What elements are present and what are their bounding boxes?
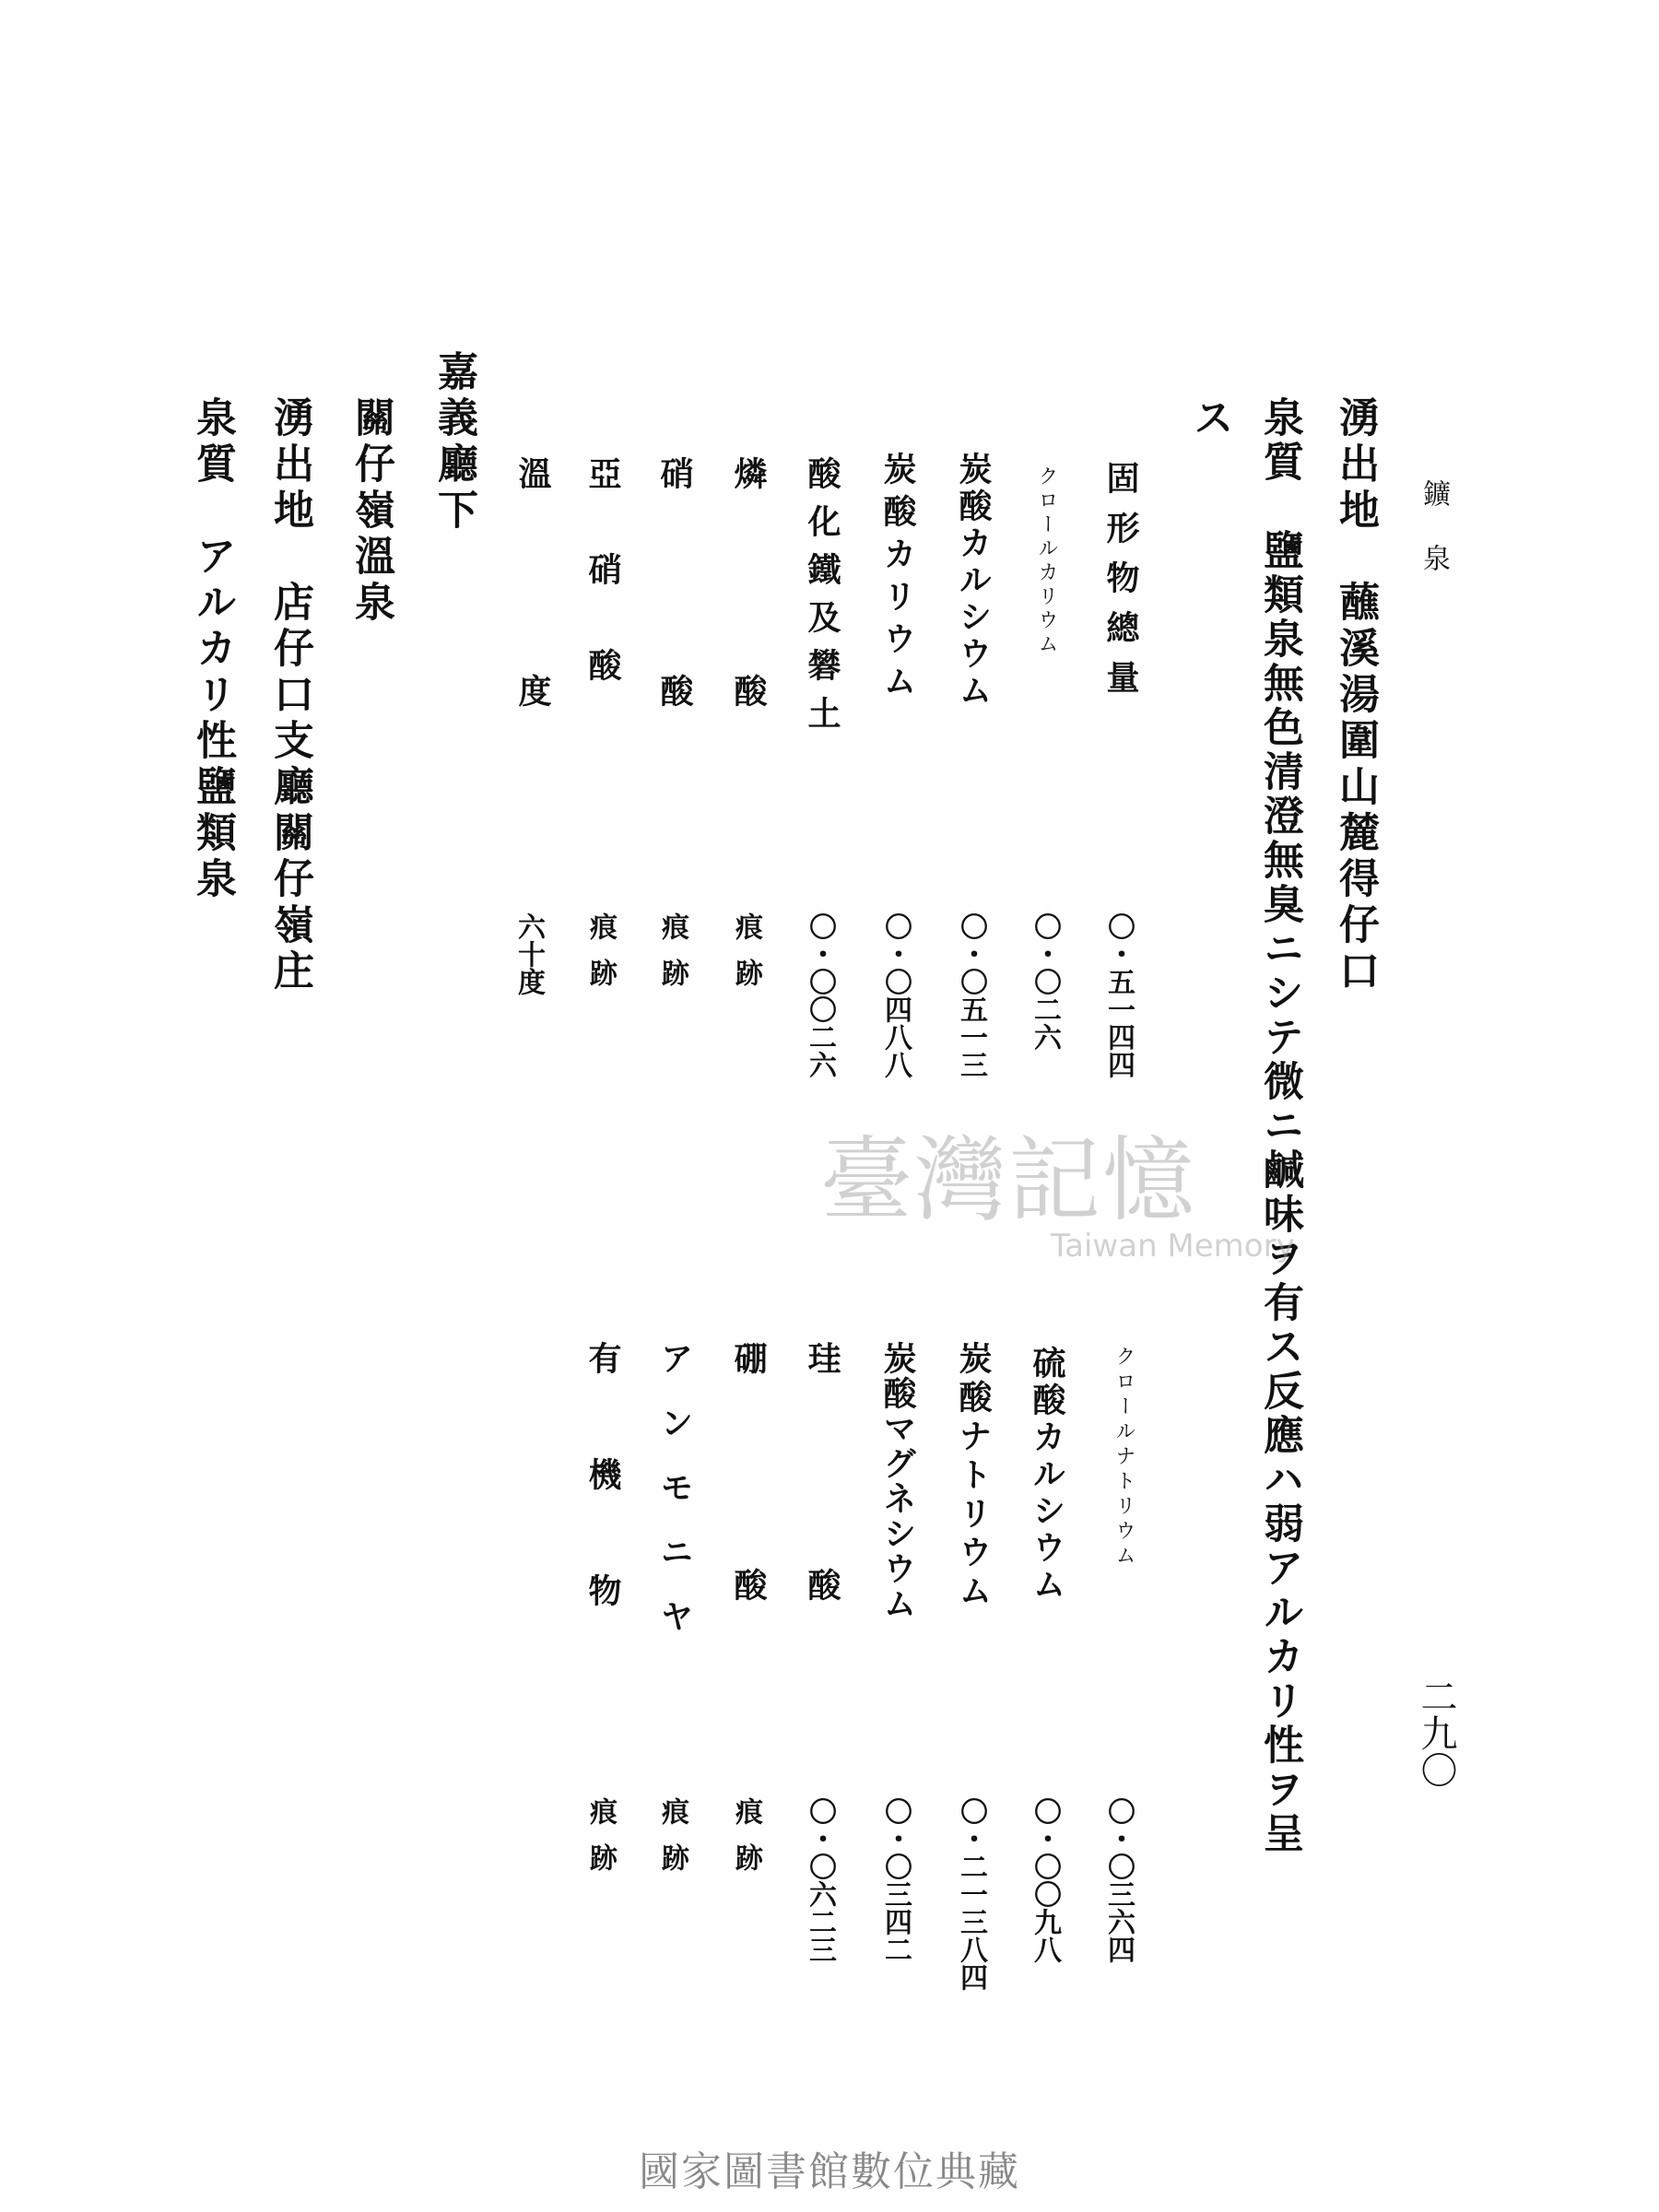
watermark-cjk: 臺灣記憶 (820, 1126, 1196, 1234)
table-row-name: 酸化鐵及礬土 (803, 456, 841, 744)
entry2-quality: 泉質 アルカリ性鹽類泉 (189, 396, 236, 903)
table-row-value: 〇・〇〇二六 (804, 912, 836, 1078)
table-row-name: 硫酸カルシウム (1028, 1346, 1066, 1604)
table-row-value: 痕跡 (730, 1797, 762, 1889)
table-row-name: 溫度 (513, 456, 552, 891)
table-row-value: 〇・〇〇九八 (1029, 1797, 1061, 1963)
table-row-value: 〇・〇五一三 (955, 912, 987, 1078)
table-row-name: 硼酸 (729, 1341, 768, 1794)
entry1-quality-line1: 泉質 鹽類泉無色清澄無臭ニシテ微ニ鹹味ヲ有ス反應ハ弱アルカリ性ヲ呈 (1256, 396, 1303, 1856)
table-row-value: 〇・〇二六 (1029, 912, 1061, 1051)
table-row-value: 痕跡 (656, 1797, 688, 1889)
page-number: 二九〇 (1415, 1677, 1457, 1788)
table-row-name: 炭酸ナトリウム (954, 1341, 993, 1612)
watermark (820, 1106, 1300, 1265)
district-heading: 嘉義廳下 (430, 350, 477, 535)
table-row-name: 燐酸 (729, 456, 768, 891)
table-row-name: 炭酸カルシウム (954, 452, 993, 710)
entry2-location: 湧出地 店仔口支廳關仔嶺庄 (266, 396, 313, 995)
table-row-value: 〇・五一四四 (1102, 912, 1135, 1078)
section-header: 鑛泉 (1418, 479, 1450, 608)
table-row-value: 痕跡 (730, 912, 762, 1005)
table-row-value: 六十度 (512, 912, 545, 995)
table-row-name: アンモニヤ (655, 1341, 694, 1664)
table-row-name: 炭酸マグネシウム (878, 1341, 917, 1621)
library-footer: 國家圖書館數位典藏 (639, 2148, 1020, 2195)
table-row-name: クロールナトリウム (1112, 1346, 1135, 1570)
table-row-value: 痕跡 (584, 912, 617, 1005)
table-row-name: 硝酸 (655, 456, 694, 891)
table-row-name: 固形物總量 (1101, 461, 1140, 710)
table-row-value: 〇・〇三六四 (1102, 1797, 1135, 1963)
table-row-name: 亞硝酸 (583, 456, 622, 744)
entry1-quality-line2: ス (1186, 396, 1233, 442)
entry1-location: 湧出地 蘸溪湯圍山麓得仔口 (1332, 396, 1379, 995)
table-row-name: 有機物 (583, 1341, 622, 1689)
table-row-value: 〇・〇三四二 (879, 1797, 912, 1963)
table-row-name: 珪酸 (803, 1341, 841, 1794)
table-row-value: 〇・二一三八四 (955, 1797, 987, 1991)
table-row-name: 炭酸カリウム (878, 452, 917, 706)
entry2-title: 關仔嶺溫泉 (347, 396, 394, 627)
table-row-value: 〇・〇四八八 (879, 912, 912, 1078)
table-row-value: 痕跡 (656, 912, 688, 1005)
table-row-name: クロールカリウム (1035, 465, 1058, 657)
table-row-value: 〇・〇六二三 (804, 1797, 836, 1963)
watermark-en: Taiwan Memory (1051, 1228, 1295, 1265)
table-row-value: 痕跡 (584, 1797, 617, 1889)
